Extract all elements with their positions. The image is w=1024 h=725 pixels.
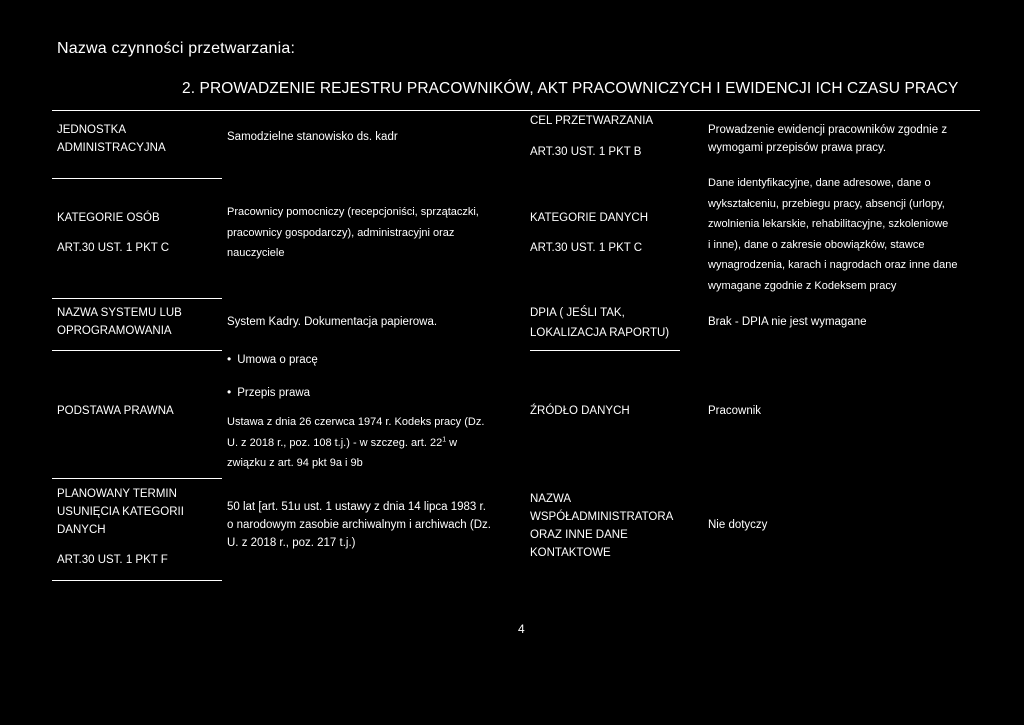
value-line: Pracownicy pomocniczy (recepcjoniści, sprzątaczki, [227, 206, 479, 218]
data-categories-value [708, 173, 958, 296]
retention-value [227, 498, 491, 552]
value-line: Dane identyfikacyjne, dane adresowe, dane o [708, 177, 931, 189]
row-divider [530, 350, 680, 351]
data-source-value: Pracownik [708, 405, 762, 417]
system-label [57, 304, 182, 340]
label-line: WSPÓŁADMINISTRATORA [530, 511, 674, 523]
text-line: Ustawa z dnia 26 czerwca 1974 r. Kodeks pracy (Dz. [227, 416, 485, 428]
row-divider [52, 478, 222, 479]
label-line: ADMINISTRACYJNA [57, 142, 166, 154]
table-top-border [52, 110, 980, 111]
persons-value [227, 202, 479, 264]
label-line: DPIA ( JEŚLI TAK, [530, 307, 625, 319]
admin-unit-value: Samodzielne stanowisko ds. kadr [227, 131, 398, 143]
section-title: 2. PROWADZENIE REJESTRU PRACOWNIKÓW, AKT PRACOWNICZYCH I EWIDENCJI ICH CZASU PRACY [182, 80, 959, 97]
system-value: System Kadry. Dokumentacja papierowa. [227, 316, 438, 328]
text-line: związku z art. 94 pkt 9a i 9b [227, 457, 363, 469]
purpose-label: CEL PRZETWARZANIA [530, 115, 654, 127]
retention-label [57, 485, 184, 539]
purpose-ref: ART.30 UST. 1 PKT B [530, 146, 642, 158]
value-line: wymagane zgodnie z Kodeksem pracy [708, 279, 897, 292]
value-line: wymogami przepisów prawa pracy. [708, 142, 887, 154]
value-line: zwolnienia lekarskie, rehabilitacyjne, szkoleniowe [708, 218, 949, 230]
value-line: o narodowym zasobie archiwalnym i archiwach (Dz. [227, 519, 491, 531]
label-line: KONTAKTOWE [530, 547, 611, 559]
label-line: ORAZ INNE DANE [530, 529, 628, 541]
retention-ref: ART.30 UST. 1 PKT F [57, 554, 168, 566]
superscript: 1 [442, 435, 447, 443]
row-divider [52, 298, 222, 299]
value-line: wykształceniu, przebiegu pracy, absencji (urlopy, [708, 197, 945, 210]
row-divider [52, 350, 222, 351]
admin-unit-label [57, 121, 166, 157]
value-line: 50 lat [art. 51u ust. 1 ustawy z dnia 14 lipca 1983 r. [227, 501, 486, 513]
text-segment: w [446, 436, 458, 449]
purpose-value [708, 121, 947, 157]
page-number: 4 [518, 622, 525, 636]
text-line [227, 433, 484, 454]
dpia-label [530, 304, 669, 342]
legal-basis-label: PODSTAWA PRAWNA [57, 405, 174, 417]
label-line: NAZWA [530, 493, 572, 505]
data-categories-ref: ART.30 UST. 1 PKT C [530, 242, 643, 254]
row-divider [52, 580, 222, 581]
data-categories-label: KATEGORIE DANYCH [530, 212, 648, 224]
value-line: U. z 2018 r., poz. 217 t.j.) [227, 537, 356, 549]
row-divider [52, 178, 222, 179]
data-source-label: ŹRÓDŁO DANYCH [530, 405, 630, 417]
text-segment: U. z 2018 r., poz. 108 t.j.) - w szczeg. art. 22 [227, 436, 443, 449]
label-line: JEDNOSTKA [57, 124, 127, 136]
label-line: PLANOWANY TERMIN [57, 488, 177, 500]
label-line: USUNIĘCIA KATEGORII [57, 506, 184, 518]
dpia-value: Brak - DPIA nie jest wymagane [708, 316, 867, 328]
label-line: LOKALIZACJA RAPORTU) [530, 327, 670, 339]
co-administrator-label [530, 490, 673, 562]
activity-name-label: Nazwa czynności przetwarzania: [57, 40, 296, 57]
legal-bullet-law [227, 383, 310, 402]
value-line: Prowadzenie ewidencji pracowników zgodnie z [708, 124, 948, 136]
label-line: OPROGRAMOWANIA [57, 325, 172, 337]
bullet-text: Przepis prawa [237, 387, 311, 399]
co-administrator-value: Nie dotyczy [708, 519, 768, 531]
value-line: nauczyciele [227, 247, 285, 259]
value-line: wynagrodzenia, karach i nagrodach oraz inne dane [708, 259, 958, 271]
value-line: pracownicy gospodarczy), administracyjni oraz [227, 226, 455, 239]
legal-basis-text [227, 412, 484, 474]
legal-bullet-contract [227, 350, 318, 369]
value-line: i inne), dane o zakresie obowiązków, stawce [708, 238, 925, 251]
label-line: NAZWA SYSTEMU LUB [57, 307, 182, 319]
persons-label: KATEGORIE OSÓB [57, 212, 160, 224]
persons-ref: ART.30 UST. 1 PKT C [57, 242, 170, 254]
bullet-text: Umowa o pracę [237, 354, 318, 366]
label-line: DANYCH [57, 524, 106, 536]
